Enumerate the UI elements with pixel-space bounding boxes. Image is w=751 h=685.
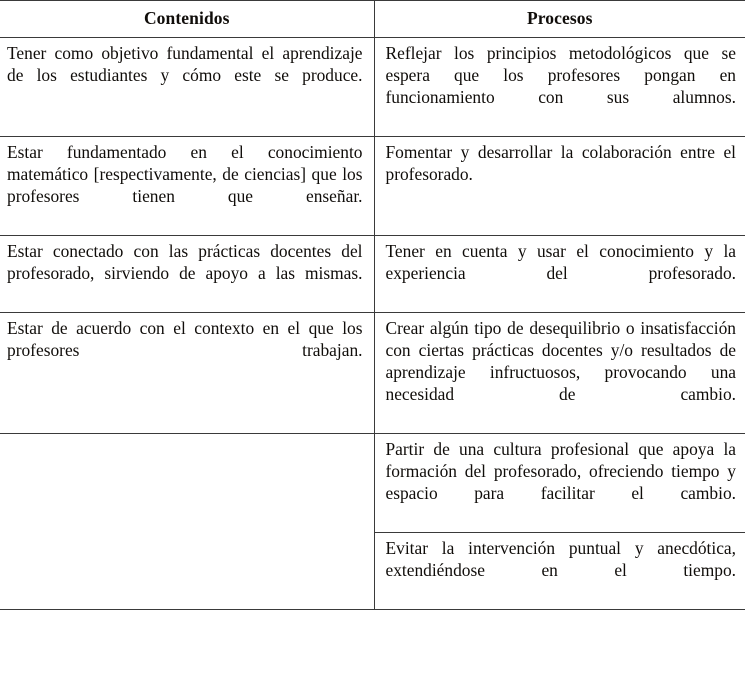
header-row	[0, 1, 745, 38]
cell-text: Estar de acuerdo con el contexto en el que los profesores trabajan.	[7, 318, 363, 361]
cell-text: Reflejar los principios metodológicos que se espera que los profesores pongan en funcionamiento con sus alumnos.	[385, 43, 736, 108]
cell-procesos	[374, 313, 745, 434]
cell-contenidos	[0, 236, 374, 313]
cell-contenidos	[0, 313, 374, 434]
table-row	[0, 38, 745, 137]
cell-procesos	[374, 533, 745, 610]
cell-text: Tener como objetivo fundamental el aprendizaje de los estudiantes y cómo este se produce.	[7, 43, 363, 86]
cell-contenidos	[0, 137, 374, 236]
column-header-contenidos: Contenidos	[0, 1, 374, 38]
table-header	[0, 1, 745, 38]
cell-text: Estar conectado con las prácticas docentes del profesorado, sirviendo de apoyo a las mismas.	[7, 241, 363, 284]
cell-text: Fomentar y desarrollar la colaboración entre el profesorado.	[385, 142, 736, 185]
cell-procesos	[374, 434, 745, 533]
cell-text: Crear algún tipo de desequilibrio o insatisfacción con ciertas prácticas docentes y/o resultados de aprendizaje infructuosos, provocando una necesidad de cambio.	[385, 318, 736, 405]
cell-text	[7, 438, 363, 460]
table-row	[0, 137, 745, 236]
cell-procesos	[374, 236, 745, 313]
table-body	[0, 38, 745, 610]
cell-contenidos-empty	[0, 533, 374, 610]
cell-contenidos	[0, 38, 374, 137]
cell-text: Tener en cuenta y usar el conocimiento y la experiencia del profesorado.	[385, 241, 736, 284]
table-row	[0, 533, 745, 610]
cell-text: Partir de una cultura profesional que apoya la formación del profesorado, ofreciendo tiempo y espacio para facilitar el cambio.	[385, 439, 736, 504]
cell-text: Estar fundamentado en el conocimiento matemático [respectivamente, de ciencias] que los profesores tienen que enseñar.	[7, 142, 363, 207]
table-row	[0, 313, 745, 434]
table-row	[0, 236, 745, 313]
cell-text: Evitar la intervención puntual y anecdótica, extendiéndose en el tiempo.	[385, 538, 736, 581]
cell-procesos	[374, 137, 745, 236]
column-header-procesos: Procesos	[374, 1, 745, 38]
cell-contenidos-empty	[0, 434, 374, 533]
cell-procesos	[374, 38, 745, 137]
cell-text	[7, 537, 363, 559]
table-row	[0, 434, 745, 533]
